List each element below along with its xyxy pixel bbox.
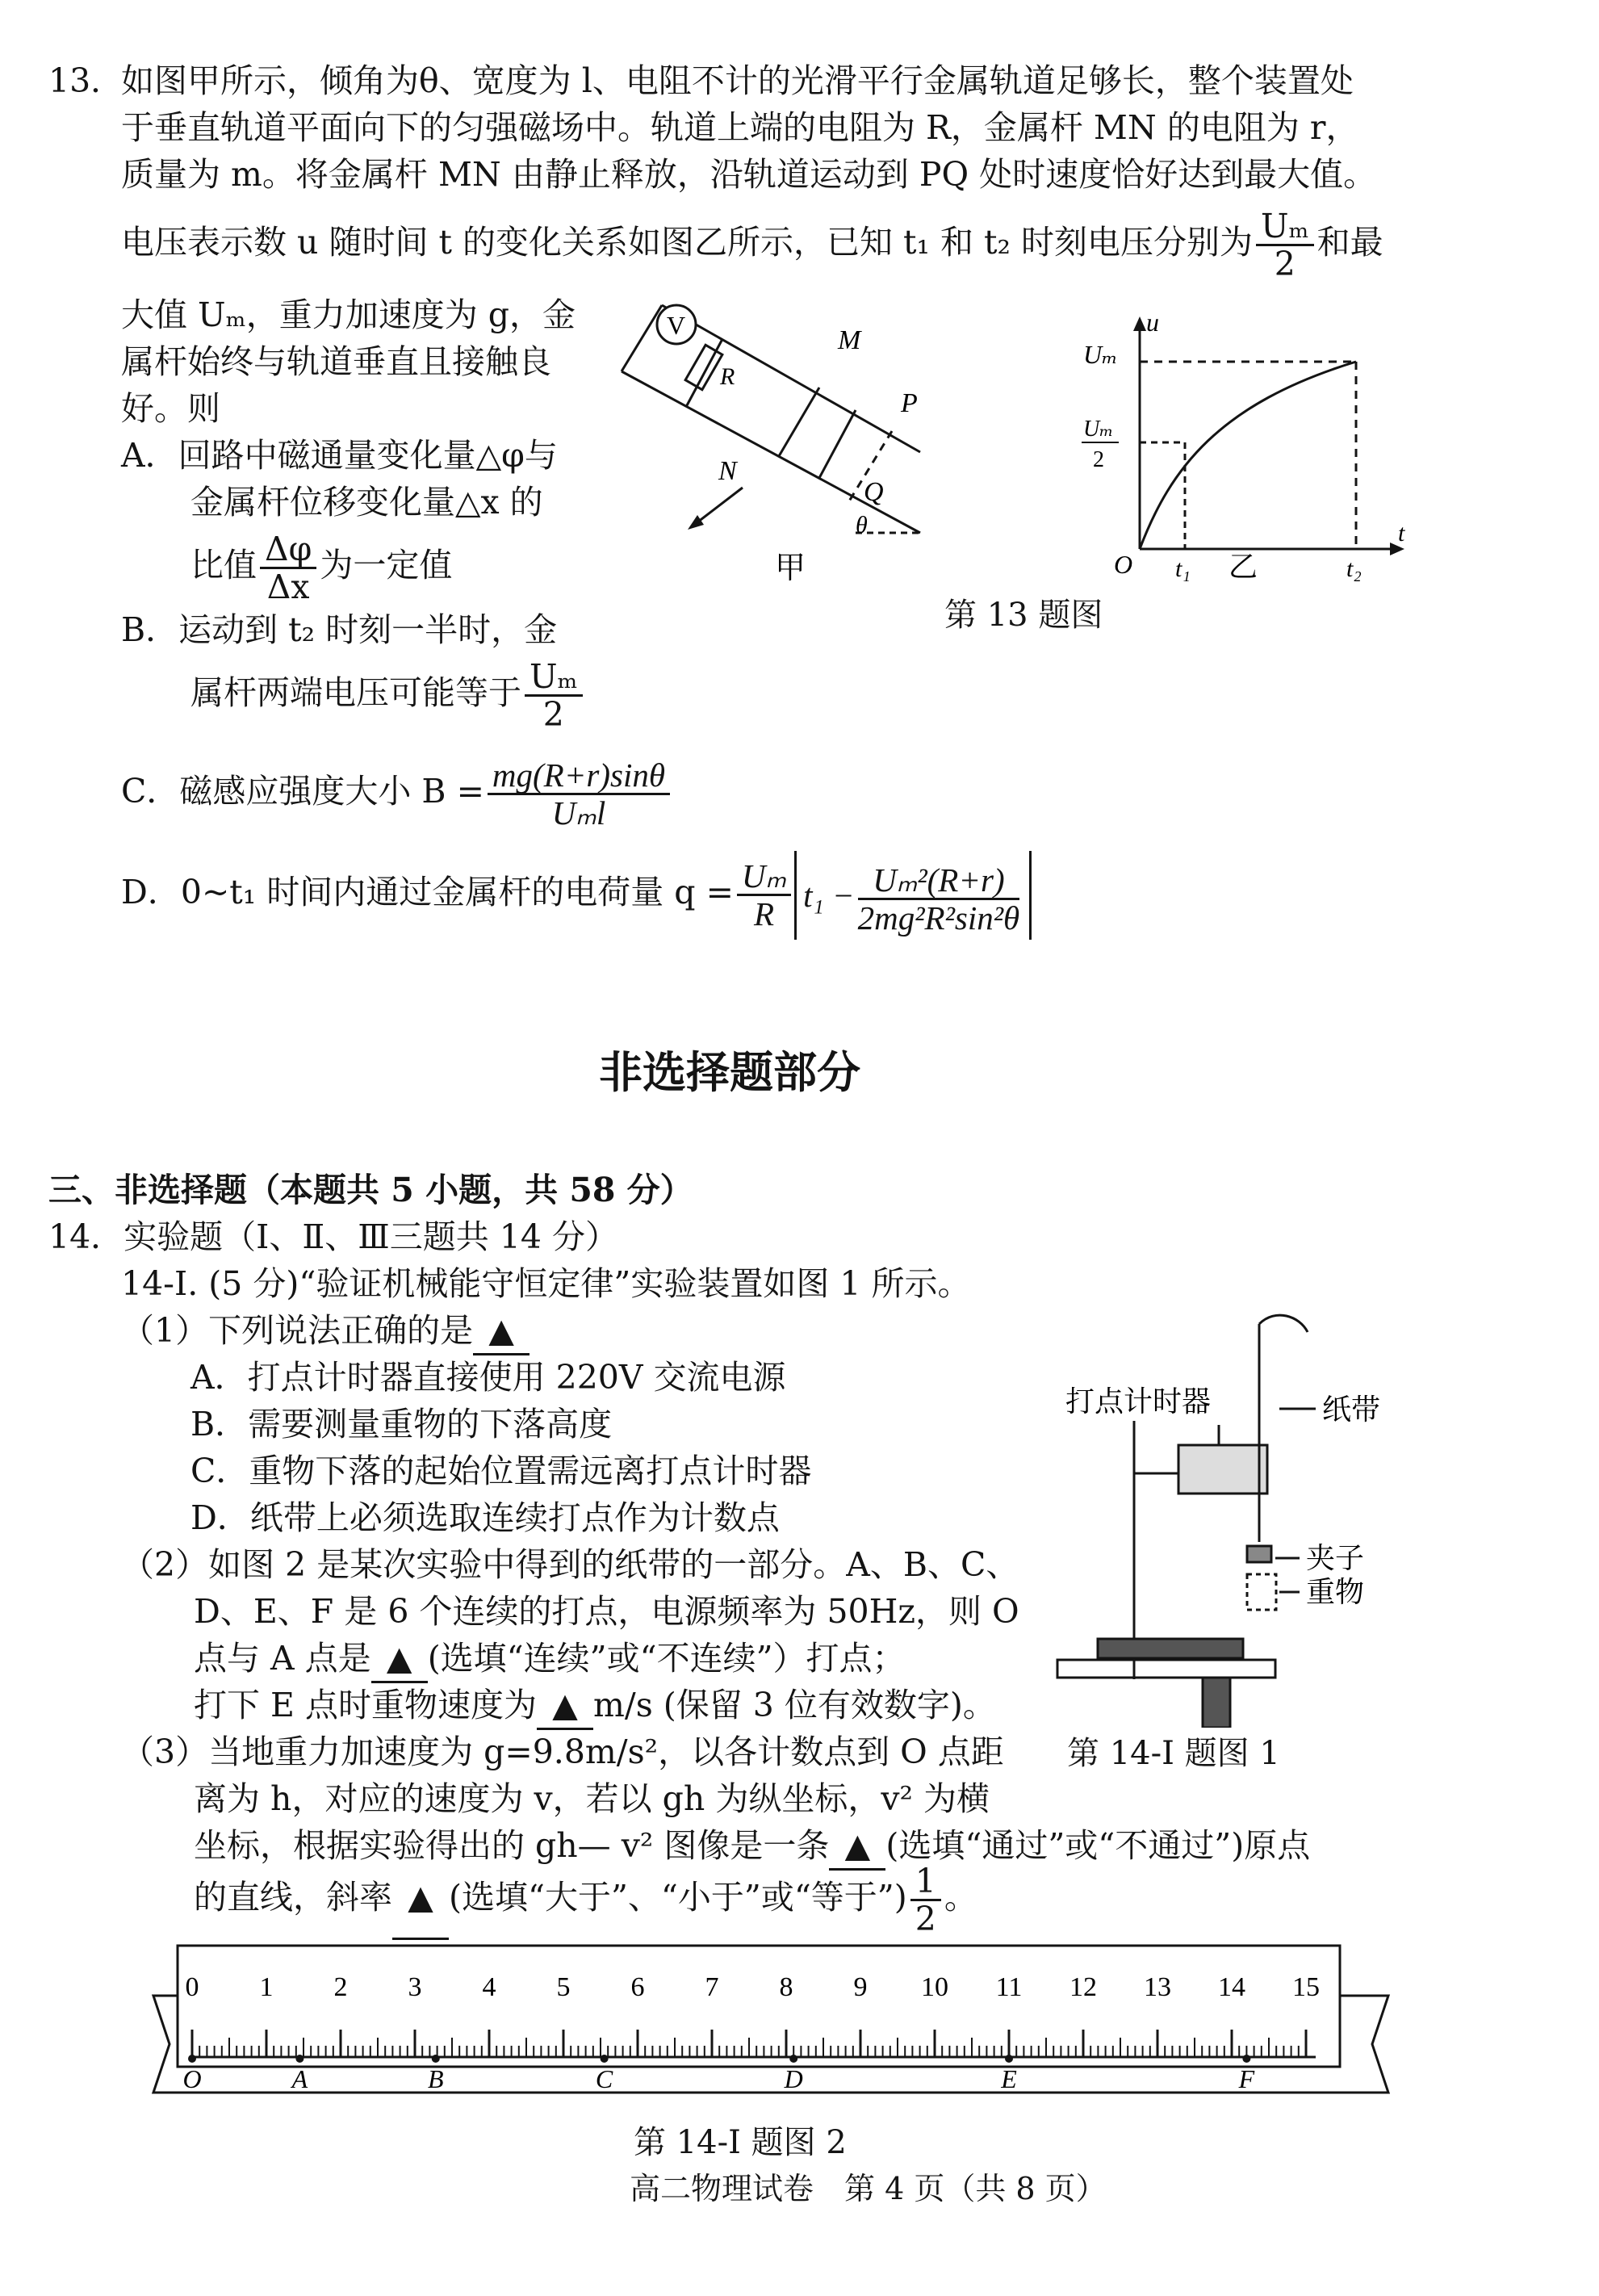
label-q: Q — [864, 477, 884, 507]
ruler-number: 5 — [556, 1972, 571, 2002]
label-r: R — [720, 363, 735, 390]
frac-numerator: Uₘ — [525, 659, 583, 697]
label-m: M — [838, 325, 861, 355]
option-a-text: 比值 — [190, 546, 257, 584]
label-um: Uₘ — [1083, 340, 1118, 369]
q13-line-5: 大值 Uₘ，重力加速度为 g，金 — [121, 295, 576, 334]
frac-numerator: mg(R+r)sinθ — [488, 757, 670, 795]
q14-sub3-line-3-tail: (选填“通过”或“不通过”)原点 — [885, 1826, 1311, 1865]
paper-tape-strip — [153, 1996, 1388, 2093]
q14-option-c: C．重物下落的起始位置需远离打点计时器 — [190, 1452, 812, 1490]
ruler-number: 14 — [1218, 1972, 1245, 2002]
q13-line-6: 属杆始终与轨道垂直且接触良 — [121, 342, 551, 381]
q14-sub2-line-4-tail: m/s (保留 3 位有效数字)。 — [593, 1686, 996, 1724]
figure-2-caption: 第 14-I 题图 2 — [634, 2124, 847, 2161]
tape-point-label: O — [182, 2064, 202, 2093]
t1-term: t₁ − — [803, 876, 855, 914]
answer-blank-1[interactable]: ▲ — [473, 1308, 530, 1355]
ruler-number: 11 — [995, 1972, 1023, 2002]
u-arrow — [1133, 316, 1146, 331]
q14-sub3-line-4-text: 的直线，斜率 — [194, 1878, 392, 1917]
ruler-number: 7 — [705, 1972, 719, 2002]
q13-line-3: 质量为 m。将金属杆 MN 由静止释放，沿轨道运动到 PQ 处时速度恰好达到最大值。 — [121, 155, 1377, 194]
frac-numerator: Uₘ — [1256, 208, 1314, 246]
label-theta: θ — [856, 512, 868, 538]
q14-sub3-line-2: 离为 h，对应的速度为 v，若以 gh 为纵坐标，v² 为横 — [194, 1779, 990, 1818]
q14-sub3-line-1: （3）当地重力加速度为 g=9.8m/s²，以各计数点到 O 点距 — [121, 1732, 1004, 1771]
label-t2: t₂ — [1346, 555, 1362, 581]
tape-dot — [601, 2055, 609, 2063]
table-top — [1057, 1660, 1275, 1678]
resistor-r — [685, 345, 722, 389]
b-formula-fraction — [488, 757, 670, 831]
ruler-numbers — [186, 1972, 1321, 2002]
label-clip: 夹子 — [1306, 1542, 1365, 1574]
q14-line-2: 14-I. (5 分)“验证机械能守恒定律”实验装置如图 1 所示。 — [121, 1264, 971, 1303]
tape-point-label: B — [427, 2064, 444, 2093]
option-c — [121, 751, 673, 832]
q13-line-4 — [121, 202, 1383, 283]
frac-denominator: 2 — [542, 695, 564, 734]
option-b-text: 属杆两端电压可能等于 — [190, 673, 521, 712]
table-leg — [1203, 1678, 1230, 1728]
option-a-tail: 为一定值 — [320, 546, 453, 584]
q14-sub2-line-4 — [194, 1682, 996, 1730]
frac-numerator: Uₘ²(R+r) — [858, 862, 1020, 900]
part-three-heading: 三、非选择题（本题共 5 小题，共 58 分） — [48, 1171, 693, 1209]
charge-fraction — [858, 862, 1020, 936]
label-weight: 重物 — [1306, 1576, 1365, 1608]
section-title: 非选择题部分 — [599, 1047, 860, 1098]
dphi-dx-fraction — [260, 531, 316, 605]
rod-mn-1 — [779, 388, 819, 456]
frac-denominator: 2 — [1274, 245, 1296, 283]
label-um-half-num: Uₘ — [1083, 417, 1114, 442]
q14-option-b: B．需要测量重物的下落高度 — [190, 1405, 613, 1443]
page-footer: 高二物理试卷 第 4 页（共 8 页） — [630, 2171, 1107, 2206]
figure-14-1-apparatus — [1041, 1308, 1461, 1728]
frac-denominator: 2 — [915, 1900, 936, 1938]
q14-line-1: 14．实验题（Ⅰ、Ⅱ、Ⅲ三题共 14 分） — [48, 1217, 619, 1256]
label-timer: 打点计时器 — [1065, 1385, 1212, 1418]
ruler-number: 3 — [408, 1972, 422, 2002]
rod-mn-2 — [819, 410, 856, 478]
answer-blank-4[interactable]: ▲ — [829, 1823, 885, 1871]
q14-sub3-line-4 — [194, 1857, 977, 1938]
ruler-number: 2 — [333, 1972, 348, 2002]
q14-sub2-line-1: （2）如图 2 是某次实验中得到的纸带的一部分。A、B、C、 — [121, 1545, 1019, 1584]
ruler-number: 9 — [853, 1972, 868, 2002]
label-o: O — [1114, 550, 1133, 579]
label-t1: t₁ — [1175, 555, 1191, 581]
um-over-r-fraction — [737, 858, 791, 932]
q14-sub2-line-4-text: 打下 E 点时重物速度为 — [194, 1686, 537, 1724]
q14-sub2-line-3 — [194, 1636, 906, 1683]
answer-blank-5[interactable]: ▲ — [392, 1857, 449, 1940]
tape-point-label: F — [1238, 2064, 1255, 2093]
q13-figure-caption: 第 13 题图 — [944, 597, 1103, 634]
option-c-text: C．磁感应强度大小 B = — [121, 772, 484, 811]
q14-sub2-line-2: D、E、F 是 6 个连续的打点，电源频率为 50Hz，则 O — [194, 1592, 1019, 1631]
frac-denominator: 2mg²R²sin²θ — [857, 899, 1020, 936]
tape-dot — [432, 2055, 440, 2063]
voltmeter-label: V — [667, 311, 686, 340]
force-arrow — [694, 488, 743, 525]
label-t: t — [1398, 520, 1405, 547]
option-a-line-1: A．回路中磁通量变化量△φ与 — [121, 436, 558, 475]
ruler-number: 8 — [779, 1972, 793, 2002]
figure-jia — [613, 291, 952, 589]
option-a-line-3 — [190, 525, 452, 605]
figure-1-caption: 第 14-I 题图 1 — [1067, 1735, 1280, 1772]
ruler-number: 10 — [921, 1972, 948, 2002]
tape-points — [182, 2055, 1254, 2093]
ruler-number: 4 — [482, 1972, 496, 2002]
ruler-number: 1 — [259, 1972, 274, 2002]
ruler-number: 13 — [1144, 1972, 1171, 2002]
timer-body — [1178, 1445, 1267, 1494]
q14-sub1-text: （1）下列说法正确的是 — [121, 1311, 474, 1350]
ruler-number: 12 — [1069, 1972, 1097, 2002]
option-d-text: D．0~t₁ 时间内通过金属杆的电荷量 q = — [121, 873, 734, 911]
um-half-fraction — [525, 659, 583, 732]
q14-sub1 — [121, 1308, 530, 1355]
figure-14-2-ruler — [145, 1939, 1404, 2109]
q14-sub3-line-3-text: 坐标，根据实验得出的 gh— v² 图像是一条 — [194, 1826, 830, 1865]
q13-line-7: 好。则 — [121, 389, 220, 428]
frac-numerator: Uₘ — [737, 858, 791, 896]
ruler-number: 15 — [1292, 1972, 1320, 2002]
ruler-number: 0 — [185, 1972, 199, 2002]
tape-point-label: D — [784, 2064, 803, 2093]
q13-line-1: 如图甲所示，倾角为θ、宽度为 l、电阻不计的光滑平行金属轨道足够长，整个装置处 — [121, 61, 1354, 100]
q13-line-2: 于垂直轨道平面向下的匀强磁场中。轨道上端的电阻为 R，金属杆 MN 的电阻为 r， — [121, 108, 1359, 147]
tape-dot — [1242, 2055, 1250, 2063]
q14-sub3-line-4-end: 。 — [944, 1878, 977, 1917]
q13-number: 13． — [48, 61, 124, 100]
q14-option-a: A．打点计时器直接使用 220V 交流电源 — [190, 1358, 786, 1397]
hand — [1259, 1315, 1308, 1332]
frac-denominator: Δx — [266, 568, 310, 606]
q14-sub2-line-3-text: 点与 A 点是 — [194, 1639, 371, 1678]
stand-base — [1098, 1639, 1243, 1658]
rail-top-end — [622, 305, 662, 371]
label-tape: 纸带 — [1322, 1393, 1381, 1426]
ruler-number: 6 — [630, 1972, 645, 2002]
tape-dot — [188, 2055, 196, 2063]
charge-bracket — [794, 851, 1032, 940]
frac-denominator: R — [753, 895, 775, 932]
option-b-line-1: B．运动到 t₂ 时刻一半时，金 — [121, 610, 558, 649]
weight — [1247, 1574, 1276, 1610]
label-yi: 乙 — [1229, 551, 1258, 581]
um-half-fraction — [1256, 208, 1314, 282]
frac-numerator: 1 — [910, 1863, 941, 1901]
tape-dot — [295, 2055, 303, 2063]
frac-denominator: Uₘl — [551, 794, 606, 832]
label-u: u — [1146, 308, 1159, 337]
frac-numerator: Δφ — [260, 531, 316, 569]
q13-line-4-text: 电压表示数 u 随时间 t 的变化关系如图乙所示，已知 t₁ 和 t₂ 时刻电压分别为 — [121, 223, 1253, 262]
q14-sub2-line-3-tail: (选填“连续”或“不连续”）打点； — [427, 1639, 906, 1678]
tape-dot — [1005, 2055, 1013, 2063]
tape-point-label: E — [1001, 2064, 1017, 2093]
tape-point-label: A — [291, 2064, 308, 2093]
arrow-head — [688, 515, 704, 530]
ruler-ticks — [192, 2030, 1306, 2057]
tape-dot — [789, 2055, 797, 2063]
option-b-line-2 — [190, 652, 586, 733]
option-a-line-2: 金属杆位移变化量△x 的 — [190, 483, 543, 522]
label-jia: 甲 — [775, 551, 806, 585]
option-d — [121, 848, 1032, 945]
label-p: P — [901, 388, 918, 418]
one-half-fraction — [910, 1863, 941, 1937]
answer-blank-3[interactable]: ▲ — [537, 1682, 593, 1730]
label-n: N — [718, 456, 737, 486]
figure-yi — [1049, 307, 1421, 581]
q13-line-4-tail: 和最 — [1316, 223, 1383, 262]
q14-sub3-line-4-mid: (选填“大于”、“小于”或“等于”) — [449, 1878, 907, 1917]
q14-option-d: D．纸带上必须选取连续打点作为计数点 — [190, 1498, 780, 1537]
label-um-half-den: 2 — [1093, 447, 1104, 472]
rail-lower — [622, 371, 920, 533]
tape-point-label: C — [595, 2064, 613, 2093]
answer-blank-2[interactable]: ▲ — [371, 1636, 428, 1683]
clip — [1247, 1546, 1271, 1562]
u-t-curve — [1140, 362, 1356, 549]
